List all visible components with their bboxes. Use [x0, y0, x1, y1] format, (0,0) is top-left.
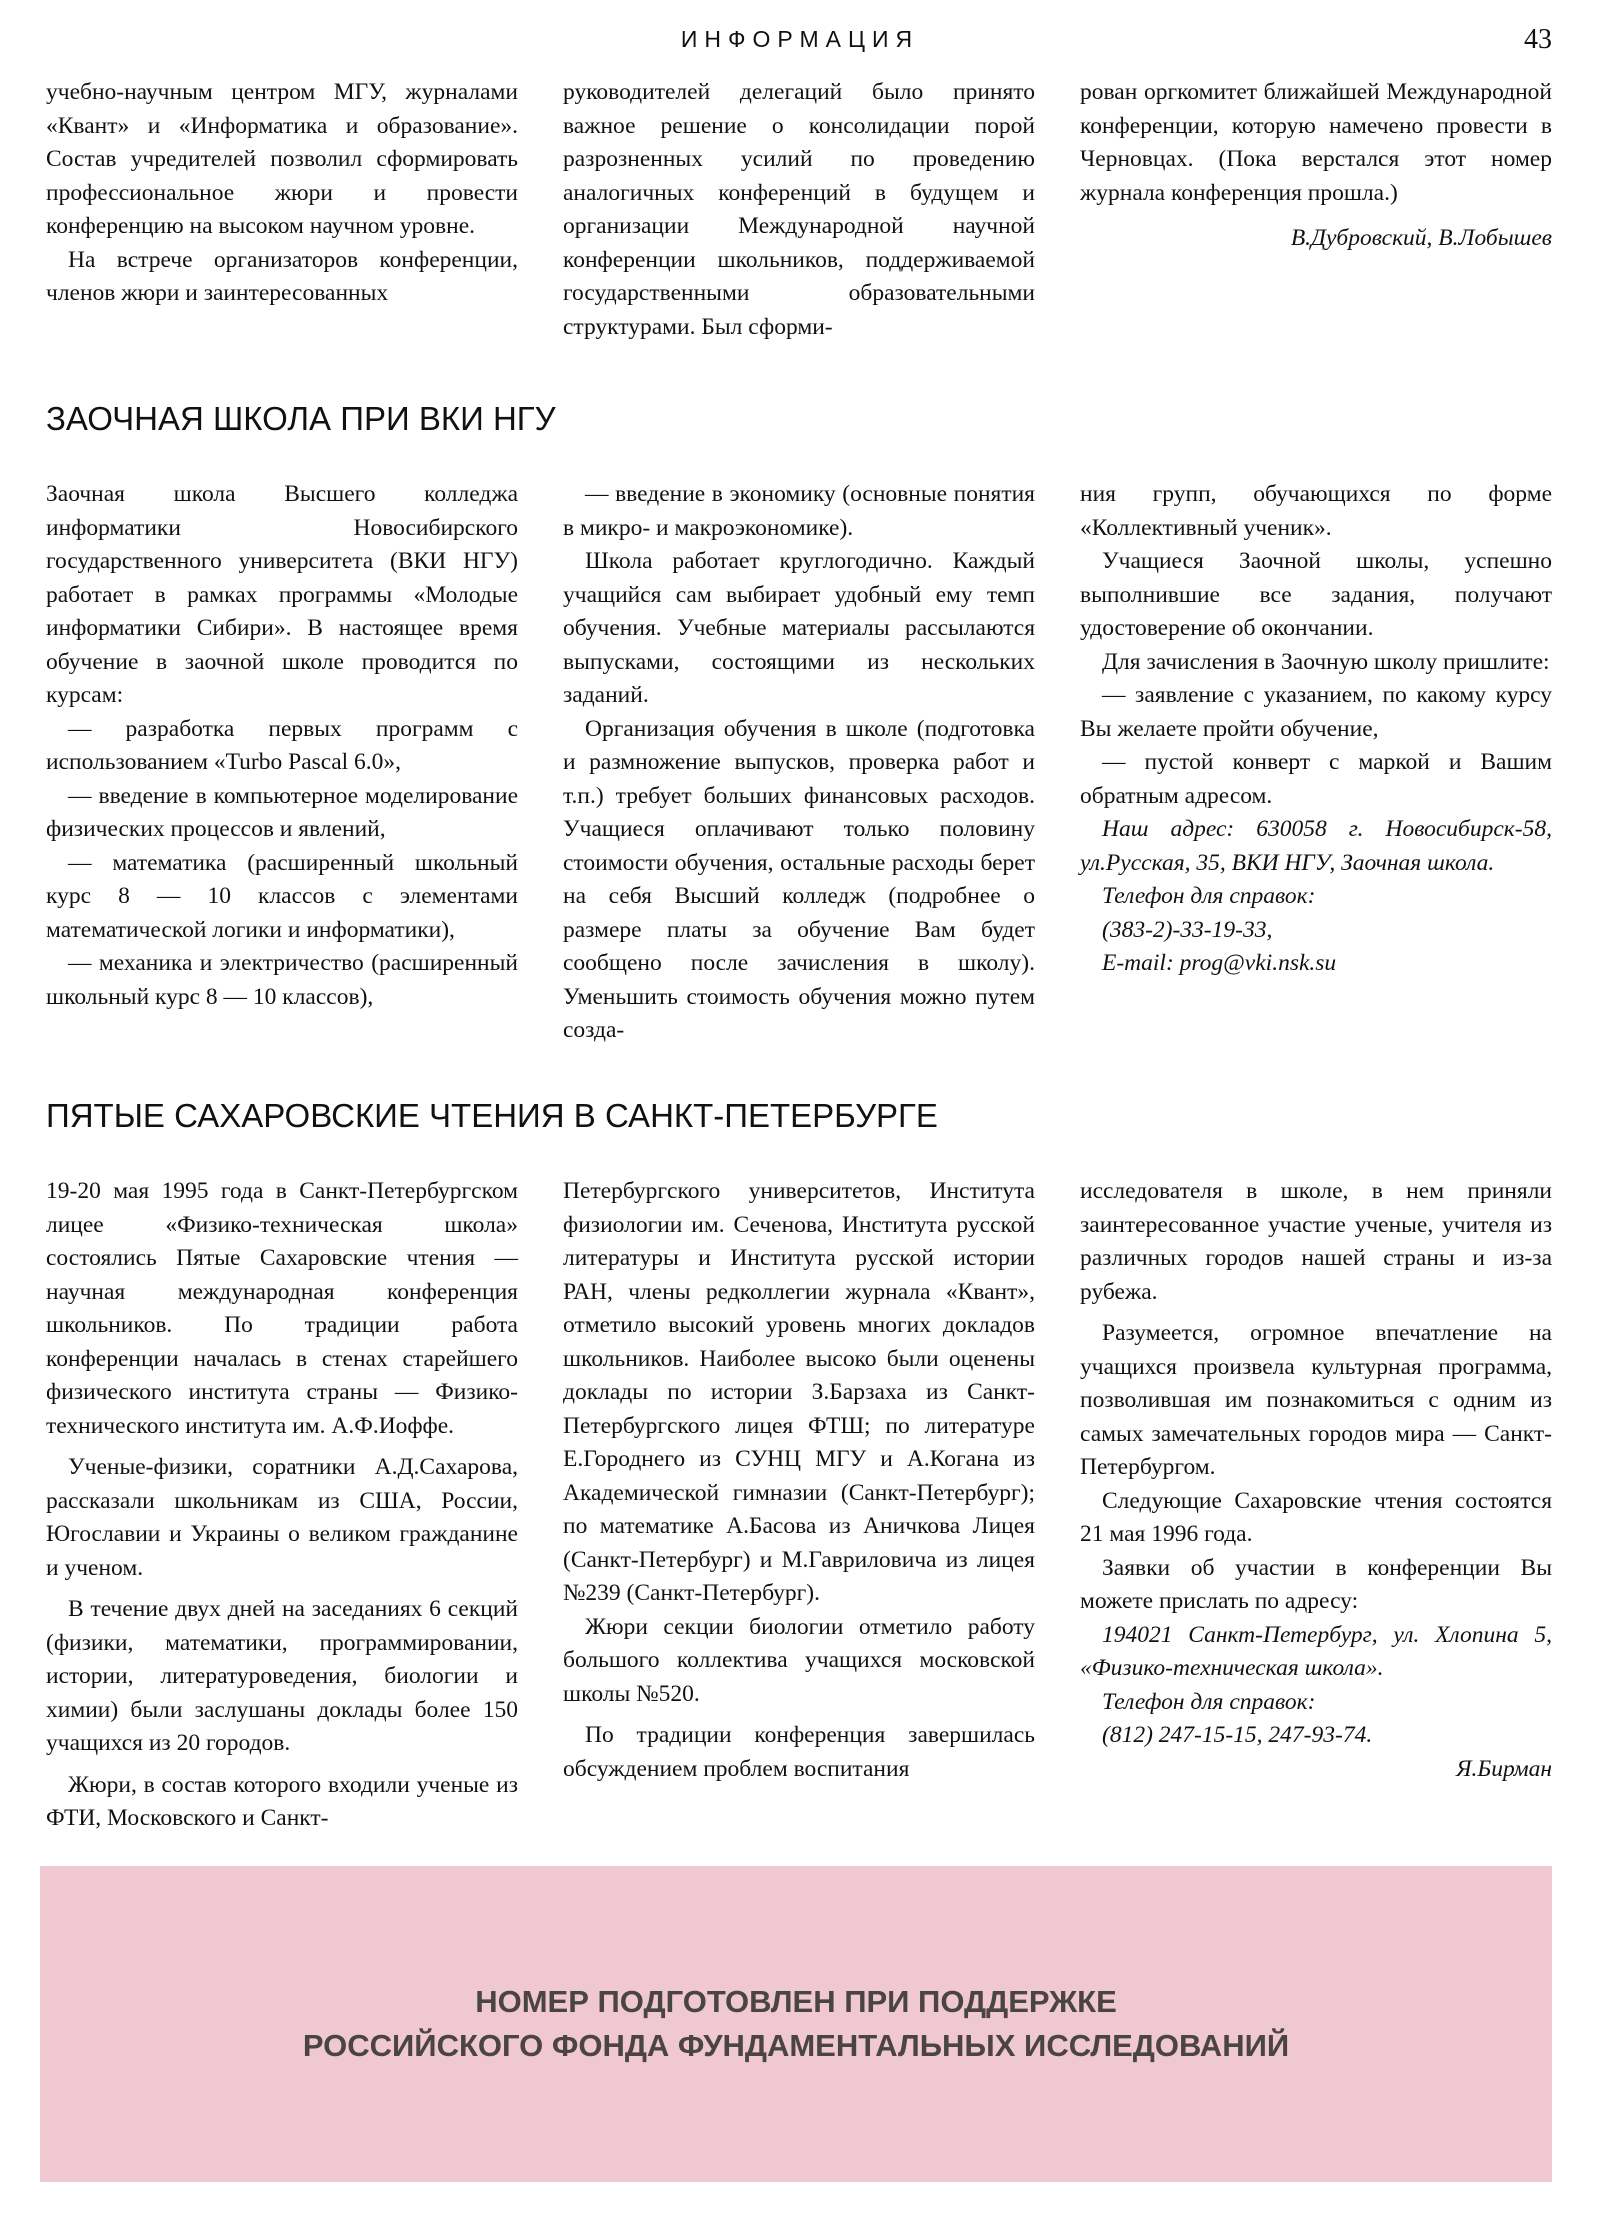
- paragraph: руководителей делегаций было принято важное решение о консолидации порой разрозненных усилий по проведению аналогичных конференций в будущем и организации Международной научной конференции школьников, поддерживаемой государственными образовательными структурами. Был сформи-: [563, 79, 1035, 340]
- paragraph: Заочная школа Высшего колледжа информатики Новосибирского государственного университета (ВКИ НГУ) работает в рамках программы «Молодые информатики Сибири». В настоящее время обучение в заочной школе проводится по курсам:: [46, 481, 518, 708]
- column-1: [46, 76, 518, 344]
- banner-line-1: НОМЕР ПОДГОТОВЛЕН ПРИ ПОДДЕРЖКЕ: [475, 1984, 1117, 2019]
- author-signature: В.Дубровский, В.Лобышев: [1290, 225, 1552, 251]
- column-1: [46, 1175, 518, 1836]
- list-item: — разработка первых программ с использованием «Turbo Pascal 6.0»,: [46, 715, 518, 775]
- paragraph: Жюри, в состав которого входили ученые из ФТИ, Московского и Санкт-: [46, 1771, 518, 1831]
- article-sakharov-readings: [46, 1097, 1552, 1836]
- paragraph: Учащиеся Заочной школы, успешно выполнившие все задания, получают удостоверение об окончании.: [1080, 548, 1552, 641]
- article-continued: [46, 76, 1552, 344]
- phone-number: (812) 247-15-15, 247-93-74.: [1102, 1722, 1373, 1748]
- column-2: [563, 1175, 1035, 1836]
- paragraph: Школа работает круглогодично. Каждый учащийся сам выбирает удобный ему темп обучения. Учебные материалы рассылаются выпусками, состоящими из нескольких заданий.: [563, 548, 1035, 708]
- page-number: 43: [1524, 24, 1552, 55]
- article-title: ЗАОЧНАЯ ШКОЛА ПРИ ВКИ НГУ: [46, 400, 556, 437]
- list-item: — пустой конверт с маркой и Вашим обратным адресом.: [1080, 749, 1552, 809]
- list-item: — введение в экономику (основные понятия в микро- и макроэкономике).: [563, 481, 1035, 541]
- list-item: — механика и электричество (расширенный школьный курс 8 — 10 классов),: [46, 950, 518, 1010]
- article-correspondence-school: [46, 400, 1552, 1048]
- column-3: [1080, 478, 1552, 1048]
- list-item: — математика (расширенный школьный курс 8 — 10 классов с элементами математической логики и информатики),: [46, 849, 518, 943]
- column-2: [563, 478, 1035, 1048]
- school-address: 194021 Санкт-Петербург, ул. Хлопина 5, «Физико-техническая школа».: [1080, 1621, 1552, 1681]
- column-3: [1080, 1175, 1552, 1836]
- running-title: ИНФОРМАЦИЯ: [680, 26, 920, 52]
- column-2: [563, 76, 1035, 344]
- paragraph: Разумеется, огромное впечатление на учащихся произвела культурная программа, позволившая им познакомиться с одним из самых замечательных городов мира — Санкт-Петербургом.: [1080, 1320, 1552, 1480]
- author-signature: Я.Бирман: [1456, 1755, 1552, 1782]
- paragraph: Заявки об участии в конференции Вы можете прислать по адресу:: [1080, 1554, 1552, 1614]
- banner-line-2: РОССИЙСКОГО ФОНДА ФУНДАМЕНТАЛЬНЫХ ИССЛЕДОВАНИЙ: [302, 2028, 1290, 2063]
- list-item: — введение в компьютерное моделирование физических процессов и явлений,: [46, 782, 518, 842]
- paragraph: На встрече организаторов конференции, членов жюри и заинтересованных: [46, 246, 518, 306]
- paragraph: Организация обучения в школе (подготовка и размножение выпусков, проверка работ и т.п.) требует больших финансовых расходов. Учащиеся оплачивают только половину стоимости обучения, остальные расходы берет на себя Высший колледж (подробнее о размере платы за обучение Вам будет сообщено после зачисления в школу). Уменьшить стоимость обучения можно путем созда-: [563, 715, 1035, 1043]
- phone-label: Телефон для справок:: [1102, 1688, 1316, 1715]
- list-item: — заявление с указанием, по какому курсу Вы желаете пройти обучение,: [1080, 682, 1552, 742]
- column-1: [46, 478, 518, 1048]
- email-address: E-mail: prog@vki.nsk.su: [1102, 950, 1337, 976]
- paragraph: ния групп, обучающихся по форме «Коллективный ученик».: [1080, 481, 1552, 541]
- paragraph: учебно-научным центром МГУ, журналами «Квант» и «Информатика и образование». Состав учредителей позволил сформировать профессиональное жюри и провести конференцию на высоком научном уровне.: [46, 79, 518, 239]
- paragraph: Для зачисления в Заочную школу пришлите:: [1102, 648, 1550, 675]
- paragraph: Ученые-физики, соратники А.Д.Сахарова, рассказали школьникам из США, России, Югославии и Украины о великом гражданине и ученом.: [46, 1454, 518, 1581]
- paragraph: По традиции конференция завершилась обсуждением проблем воспитания: [563, 1722, 1035, 1782]
- column-3: [1080, 76, 1552, 344]
- paragraph: 19-20 мая 1995 года в Санкт-Петербургском лицее «Физико-техническая школа» состоялись Пятые Сахаровские чтения — научная международная конференция школьников. По традиции работа конференции началась в стенах старейшего физического института страны — Физико-технического института им. А.Ф.Иоффе.: [46, 1178, 518, 1439]
- paragraph: исследователя в школе, в нем приняли заинтересованное участие ученые, учителя из различных городов нашей страны и из-за рубежа.: [1080, 1178, 1552, 1305]
- paragraph: рован оргкомитет ближайшей Международной конференции, которую намечено провести в Черновцах. (Пока верстался этот номер журнала конференция прошла.): [1080, 79, 1552, 206]
- sponsor-banner: [40, 1866, 1552, 2182]
- phone-label: Телефон для справок:: [1102, 883, 1316, 909]
- paragraph: В течение двух дней на заседаниях 6 секций (физики, математики, программировании, истории, литературоведения, биологии и химии) были заслушаны доклады более 150 учащихся из 20 городов.: [46, 1596, 518, 1756]
- phone-number: (383-2)-33-19-33,: [1102, 916, 1273, 943]
- paragraph: Жюри секции биологии отметило работу большого коллектива учащихся московской школы №520.: [563, 1613, 1035, 1707]
- article-title: ПЯТЫЕ САХАРОВСКИЕ ЧТЕНИЯ В САНКТ-ПЕТЕРБУРГЕ: [46, 1097, 938, 1134]
- paragraph: Петербургского университетов, Института физиологии им. Сеченова, Института русской литературы и Института русской истории РАН, члены редколлегии журнала «Квант», отметило высокий уровень многих докладов школьников. Наиболее высоко были оценены доклады по истории З.Барзаха из Санкт-Петербургского лицея ФТШ; по литературе Е.Городнего из СУНЦ МГУ и А.Когана из Академической гимназии (Санкт-Петербург); по математике А.Басова из Аничкова Лицея (Санкт-Петербург) и М.Гавриловича из лицея №239 (Санкт-Петербург).: [563, 1178, 1035, 1606]
- school-address: Наш адрес: 630058 г. Новосибирск-58, ул.Русская, 35, ВКИ НГУ, Заочная школа.: [1080, 816, 1552, 876]
- paragraph: Следующие Сахаровские чтения состоятся 21 мая 1996 года.: [1080, 1487, 1552, 1547]
